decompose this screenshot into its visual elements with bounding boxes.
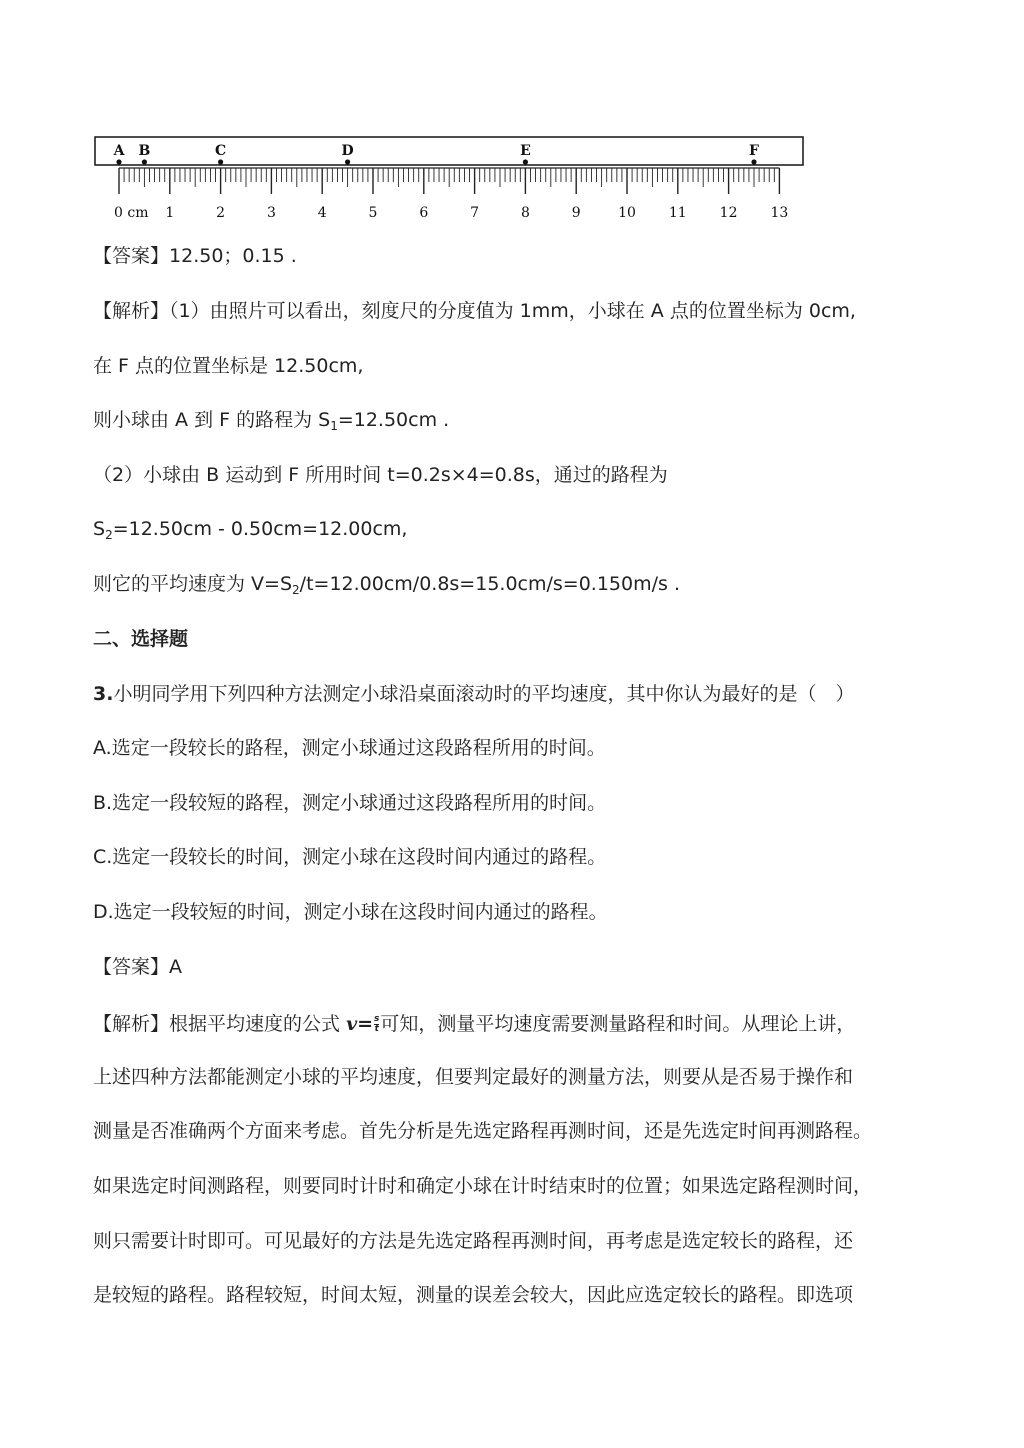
analysis-3-line-4: 如果选定时间测路程，则要同时计时和确定小球在计时结束时的位置；如果选定路程测时间，	[93, 1175, 873, 1197]
analysis-3-line-6: 是较短的路程。路程较短，时间太短，测量的误差会较大，因此应选定较长的路程。即选项	[93, 1284, 854, 1306]
ruler-points	[113, 143, 759, 165]
analysis-3-pre-formula: 根据平均速度的公式	[169, 1013, 341, 1035]
ruler-numbers	[114, 205, 788, 221]
formula-numerator: s	[374, 1014, 380, 1024]
answer-1-text: 12.50；0.15 .	[169, 245, 297, 267]
analysis-1-line-6-pre: 则它的平均速度为 V=S	[93, 573, 293, 595]
analysis-3-line-2: 上述四种方法都能测定小球的平均速度，但要判定最好的测量方法，则要从是否易于操作和	[93, 1066, 854, 1088]
ruler-number: 13	[770, 205, 789, 221]
analysis-1-label: 【解析】	[93, 300, 170, 322]
point-dot	[218, 159, 223, 164]
analysis-3-line-5: 则只需要计时即可。可见最好的方法是先选定路程再测时间，再考虑是选定较长的路程，还	[93, 1230, 854, 1252]
answer-3	[93, 953, 182, 981]
point-label: B	[138, 143, 151, 159]
ruler-figure	[94, 133, 810, 225]
formula-fraction	[374, 1015, 379, 1034]
answer-3-label: 【答案】	[93, 956, 170, 978]
ruler-number: 8	[520, 205, 530, 221]
analysis-3-line-1	[93, 1010, 855, 1038]
option-c: C.选定一段较长的时间，测定小球在这段时间内通过的路程。	[93, 846, 607, 868]
point-dot	[116, 159, 121, 164]
section-title: 二、选择题	[93, 628, 189, 650]
analysis-1-line-3-pre: 则小球由 A 到 F 的路程为 S	[93, 409, 331, 431]
ruler-number: 12	[719, 205, 738, 221]
option-b: B.选定一段较短的路程，测定小球通过这段路程所用的时间。	[93, 792, 607, 814]
point-dot	[345, 159, 350, 164]
ruler-number: 11	[668, 205, 687, 221]
ruler-number: 1	[165, 205, 175, 221]
analysis-1-line-2: 在 F 点的位置坐标是 12.50cm,	[93, 355, 364, 377]
point-label: D	[341, 143, 354, 159]
analysis-1-line-5-sub: 2	[105, 528, 113, 542]
analysis-1-line-5-post: =12.50cm - 0.50cm=12.00cm,	[112, 518, 408, 540]
formula-equals: =	[357, 1013, 374, 1035]
analysis-3-label: 【解析】	[93, 1013, 170, 1035]
formula-v: v	[346, 1013, 358, 1035]
ruler-number: 0 cm	[114, 205, 149, 221]
question-3-stem	[93, 680, 854, 708]
question-3-number: 3.	[93, 683, 114, 705]
analysis-1-line-1	[93, 297, 856, 325]
point-label: F	[749, 143, 759, 159]
answer-1-label: 【答案】	[93, 245, 170, 267]
analysis-3-line-3: 测量是否准确两个方面来考虑。首先分析是先选定路程再测时间，还是先选定时间再测路程。	[93, 1120, 873, 1142]
ruler-number: 2	[216, 205, 226, 221]
analysis-1-line-6-sub: 2	[292, 583, 300, 597]
analysis-1-line-6-post: /t=12.00cm/0.8s=15.0cm/s=0.150m/s .	[299, 573, 680, 595]
point-dot	[523, 159, 528, 164]
analysis-1-text-1: （1）由照片可以看出，刻度尺的分度值为 1mm，小球在 A 点的位置坐标为 0cm,	[169, 300, 856, 322]
ruler-number: 6	[419, 205, 429, 221]
analysis-1-line-3	[93, 406, 449, 434]
point-dot	[142, 159, 147, 164]
photo-frame	[95, 137, 803, 165]
analysis-1-line-4: （2）小球由 B 运动到 F 所用时间 t=0.2s×4=0.8s，通过的路程为	[93, 464, 668, 486]
answer-3-text: A	[169, 956, 183, 978]
option-a: A.选定一段较长的路程，测定小球通过这段路程所用的时间。	[93, 737, 606, 759]
point-label: E	[520, 143, 531, 159]
analysis-1-line-3-post: =12.50cm .	[337, 409, 450, 431]
point-label: C	[215, 143, 227, 159]
point-dot	[751, 159, 756, 164]
ruler-number: 7	[470, 205, 480, 221]
analysis-3-post-formula: 可知，测量平均速度需要测量路程和时间。从理论上讲，	[380, 1013, 856, 1035]
answer-1	[93, 242, 297, 270]
ruler-number: 4	[317, 205, 327, 221]
analysis-1-line-5-pre: S	[93, 518, 106, 540]
ruler-number: 5	[368, 205, 378, 221]
formula-denominator: t	[374, 1024, 379, 1034]
ruler-number: 9	[571, 205, 581, 221]
ruler-number: 10	[618, 205, 636, 221]
ruler-number: 3	[266, 205, 276, 221]
analysis-1-line-6	[93, 570, 680, 598]
question-3-text: 小明同学用下列四种方法测定小球沿桌面滚动时的平均速度，其中你认为最好的是（ ）	[113, 683, 855, 705]
ruler-ticks	[119, 168, 779, 194]
analysis-1-line-5	[93, 515, 407, 543]
analysis-1-line-3-sub: 1	[330, 419, 338, 433]
point-label: A	[113, 143, 125, 159]
option-d: D.选定一段较短的时间，测定小球在这段时间内通过的路程。	[93, 901, 608, 923]
